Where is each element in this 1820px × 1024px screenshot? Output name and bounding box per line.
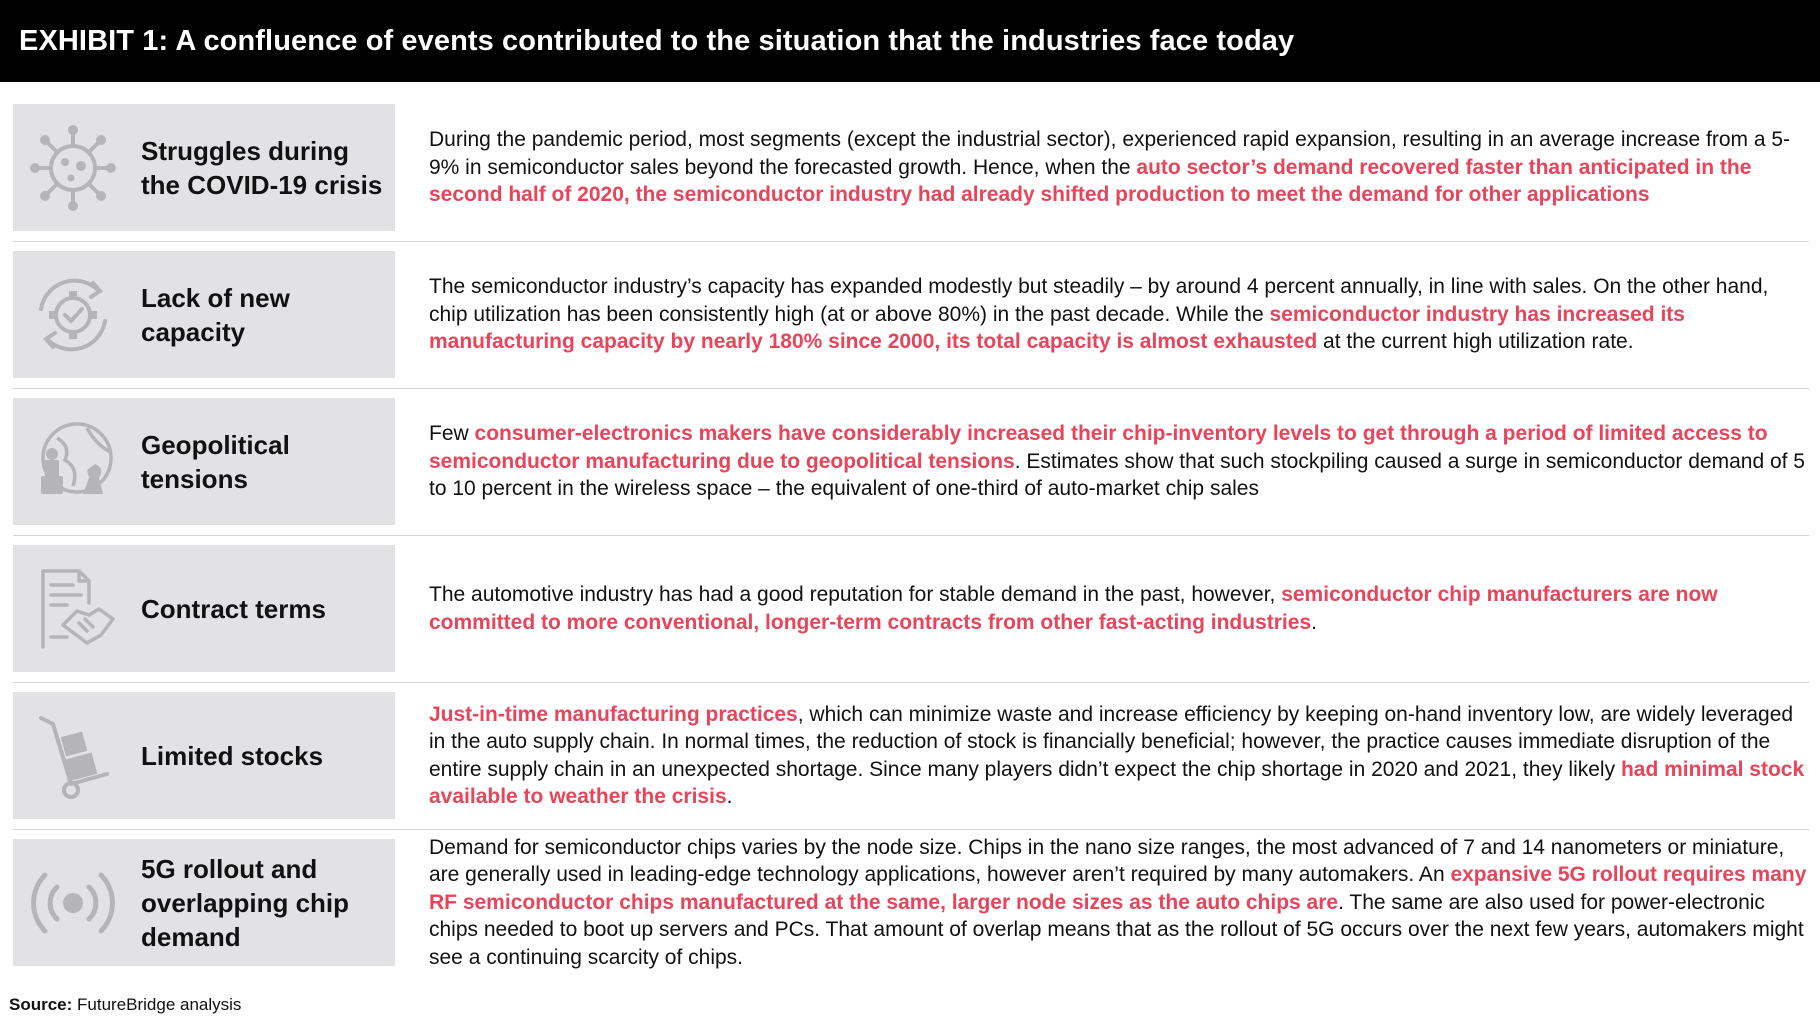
highlight-text: semiconductor industry has increased its manufacturing capacity by nearly 180% since 2000, its total capacity is almost exhausted	[429, 302, 1685, 354]
row-geopolitical	[13, 398, 1809, 525]
broadcast-signal-icon	[27, 857, 119, 949]
row-description	[429, 104, 1807, 231]
label-box	[13, 839, 395, 966]
label-box	[13, 545, 395, 672]
row-label: Limited stocks	[141, 740, 324, 771]
body-text: .	[1311, 610, 1317, 634]
source-text: FutureBridge analysis	[72, 995, 242, 1014]
row-description	[429, 545, 1807, 672]
row-label: Geopolitical tensions	[141, 429, 290, 494]
row-description	[429, 835, 1807, 969]
highlight-text: consumer-electronics makers have considerably increased their chip-inventory levels to get through a period of limited access to semiconductor manufacturing due to geopolitical tensions	[429, 422, 1768, 473]
exhibit-title: EXHIBIT 1: A confluence of events contributed to the situation that the industries face today	[19, 24, 1295, 57]
source-label: Source:	[9, 995, 73, 1014]
highlight-text: auto sector’s demand recovered faster than anticipated in the second half of 2020, the semiconductor industry had already shifted production to meet the demand for other applications	[429, 155, 1752, 207]
body-text: The automotive industry has had a good reputation for stable demand in the past, however,	[429, 583, 1282, 606]
exhibit-rows	[13, 104, 1809, 986]
body-text: Few	[429, 422, 475, 446]
body-text: During the pandemic period, most segments (except the industrial sector), experienced rapid expansion, resulting in an average increase from a 5-9% in semiconductor sales beyond the forecasted growth. Hence, when the	[429, 128, 1791, 179]
virus-icon	[27, 122, 119, 214]
body-text: . Estimates show that such stockpiling caused a surge in semiconductor demand of 5 to 10 percent in the wireless space – the equivalent of one-third of auto-market chip sales	[429, 449, 1805, 501]
row-5g	[13, 835, 1809, 969]
highlight-text: semiconductor chip manufacturers are now committed to more conventional, longer-term contracts from other fast-acting industries	[429, 583, 1718, 634]
exhibit-header	[0, 0, 1820, 82]
highlight-text: had minimal stock available to weather the crisis	[429, 757, 1805, 808]
gear-cycle-icon	[27, 269, 119, 361]
globe-chess-icon	[27, 416, 119, 508]
row-contract	[13, 545, 1809, 672]
row-stocks	[13, 692, 1809, 819]
row-covid	[13, 104, 1809, 231]
body-text: .	[726, 785, 733, 808]
label-box	[13, 104, 395, 231]
hand-truck-icon	[27, 710, 119, 802]
highlight-text: Just-in-time manufacturing practices	[429, 702, 798, 726]
row-description	[429, 398, 1807, 525]
row-label: 5G rollout and overlapping chip demand	[141, 853, 350, 952]
body-text: at the current high utilization rate.	[1317, 330, 1634, 354]
label-box	[13, 692, 395, 819]
label-box	[13, 398, 395, 525]
handshake-contract-icon	[27, 563, 119, 655]
highlight-text: expansive 5G rollout requires many RF semiconductor chips manufactured at the same, larger node sizes as the auto chips are	[429, 863, 1807, 914]
row-capacity	[13, 251, 1809, 378]
row-label: Struggles during the COVID-19 crisis	[141, 135, 383, 200]
label-box	[13, 251, 395, 378]
body-text: The semiconductor industry’s capacity has expanded modestly but steadily – by around 4 percent annually, in line with sales. On the other hand, chip utilization has been consistently high (at or above 80%) in the past decade. While the	[429, 275, 1769, 326]
body-text: , which can minimize waste and increase efficiency by keeping on-hand inventory low, are widely leveraged in the auto supply chain. In normal times, the reduction of stock is financially beneficial; however, the practice causes immediate disruption of the entire supply chain in an unexpected shortage. Since many players didn’t expect the chip shortage in 2020 and 2021, they likely	[429, 702, 1794, 781]
body-text: . The same are also used for power-electronic chips needed to boot up servers and PCs. That amount of overlap means that as the rollout of 5G occurs over the next few years, automakers might see a continuing scarcity of chips.	[429, 890, 1804, 969]
body-text: Demand for semiconductor chips varies by the node size. Chips in the nano size ranges, the most advanced of 7 and 14 nanometers or miniature, are generally used in leading-edge technology applications, however aren’t required by many automakers. An	[429, 835, 1785, 887]
row-label: Contract terms	[141, 593, 326, 624]
row-description	[429, 692, 1807, 819]
source-note	[9, 995, 241, 1015]
row-description	[429, 251, 1807, 378]
row-label: Lack of new capacity	[141, 282, 290, 347]
